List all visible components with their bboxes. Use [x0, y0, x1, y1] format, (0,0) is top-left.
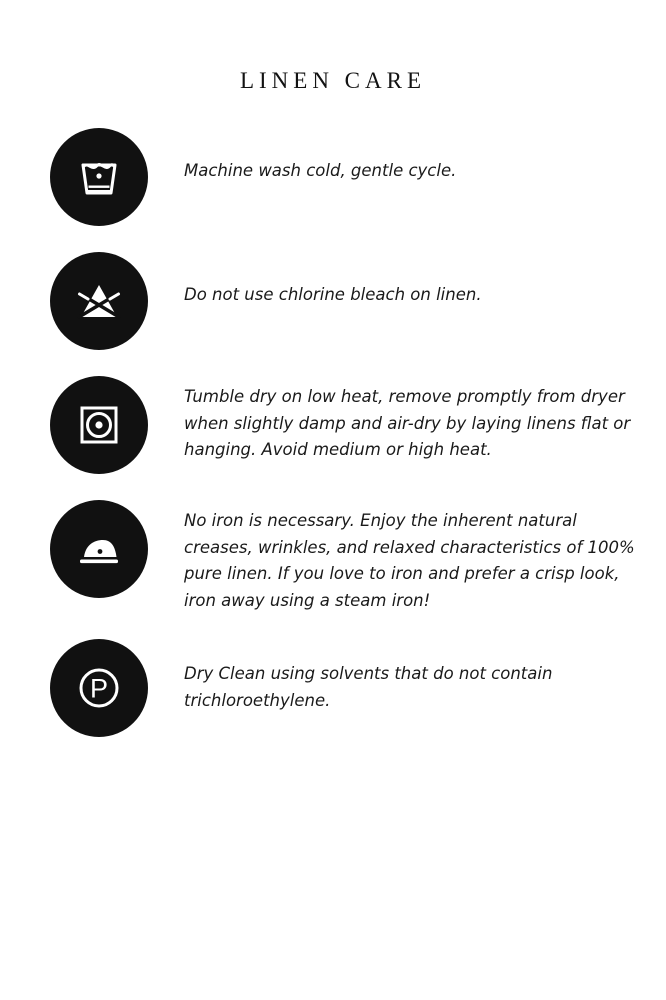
- iron-icon: [50, 500, 148, 598]
- care-instruction-text: Tumble dry on low heat, remove promptly from dryer when slightly damp and air-dry by laying linens flat or hanging. Avoid medium or high heat.: [184, 387, 631, 460]
- care-instruction-text: Machine wash cold, gentle cycle.: [184, 161, 457, 180]
- list-item: [0, 252, 666, 352]
- list-item: [0, 128, 666, 228]
- tumble-dry-low-icon: [50, 376, 148, 474]
- list-item: [0, 639, 666, 739]
- care-instructions-list: [0, 128, 666, 739]
- list-item: [0, 500, 666, 615]
- page-title: LINEN CARE: [239, 68, 427, 93]
- care-instruction-text: Do not use chlorine bleach on linen.: [184, 285, 482, 304]
- machine-wash-cold-icon: [50, 128, 148, 226]
- dry-clean-p-icon: [50, 639, 148, 737]
- care-instruction-text: No iron is necessary. Enjoy the inherent natural creases, wrinkles, and relaxed characteristics of 100% pure linen. If you love to iron and prefer a crisp look, iron away using a steam iron!: [184, 511, 635, 611]
- care-instruction-text: Dry Clean using solvents that do not contain trichloroethylene.: [184, 663, 553, 710]
- do-not-bleach-icon: [50, 252, 148, 350]
- svg-text:P: P: [89, 673, 109, 704]
- list-item: [0, 376, 666, 476]
